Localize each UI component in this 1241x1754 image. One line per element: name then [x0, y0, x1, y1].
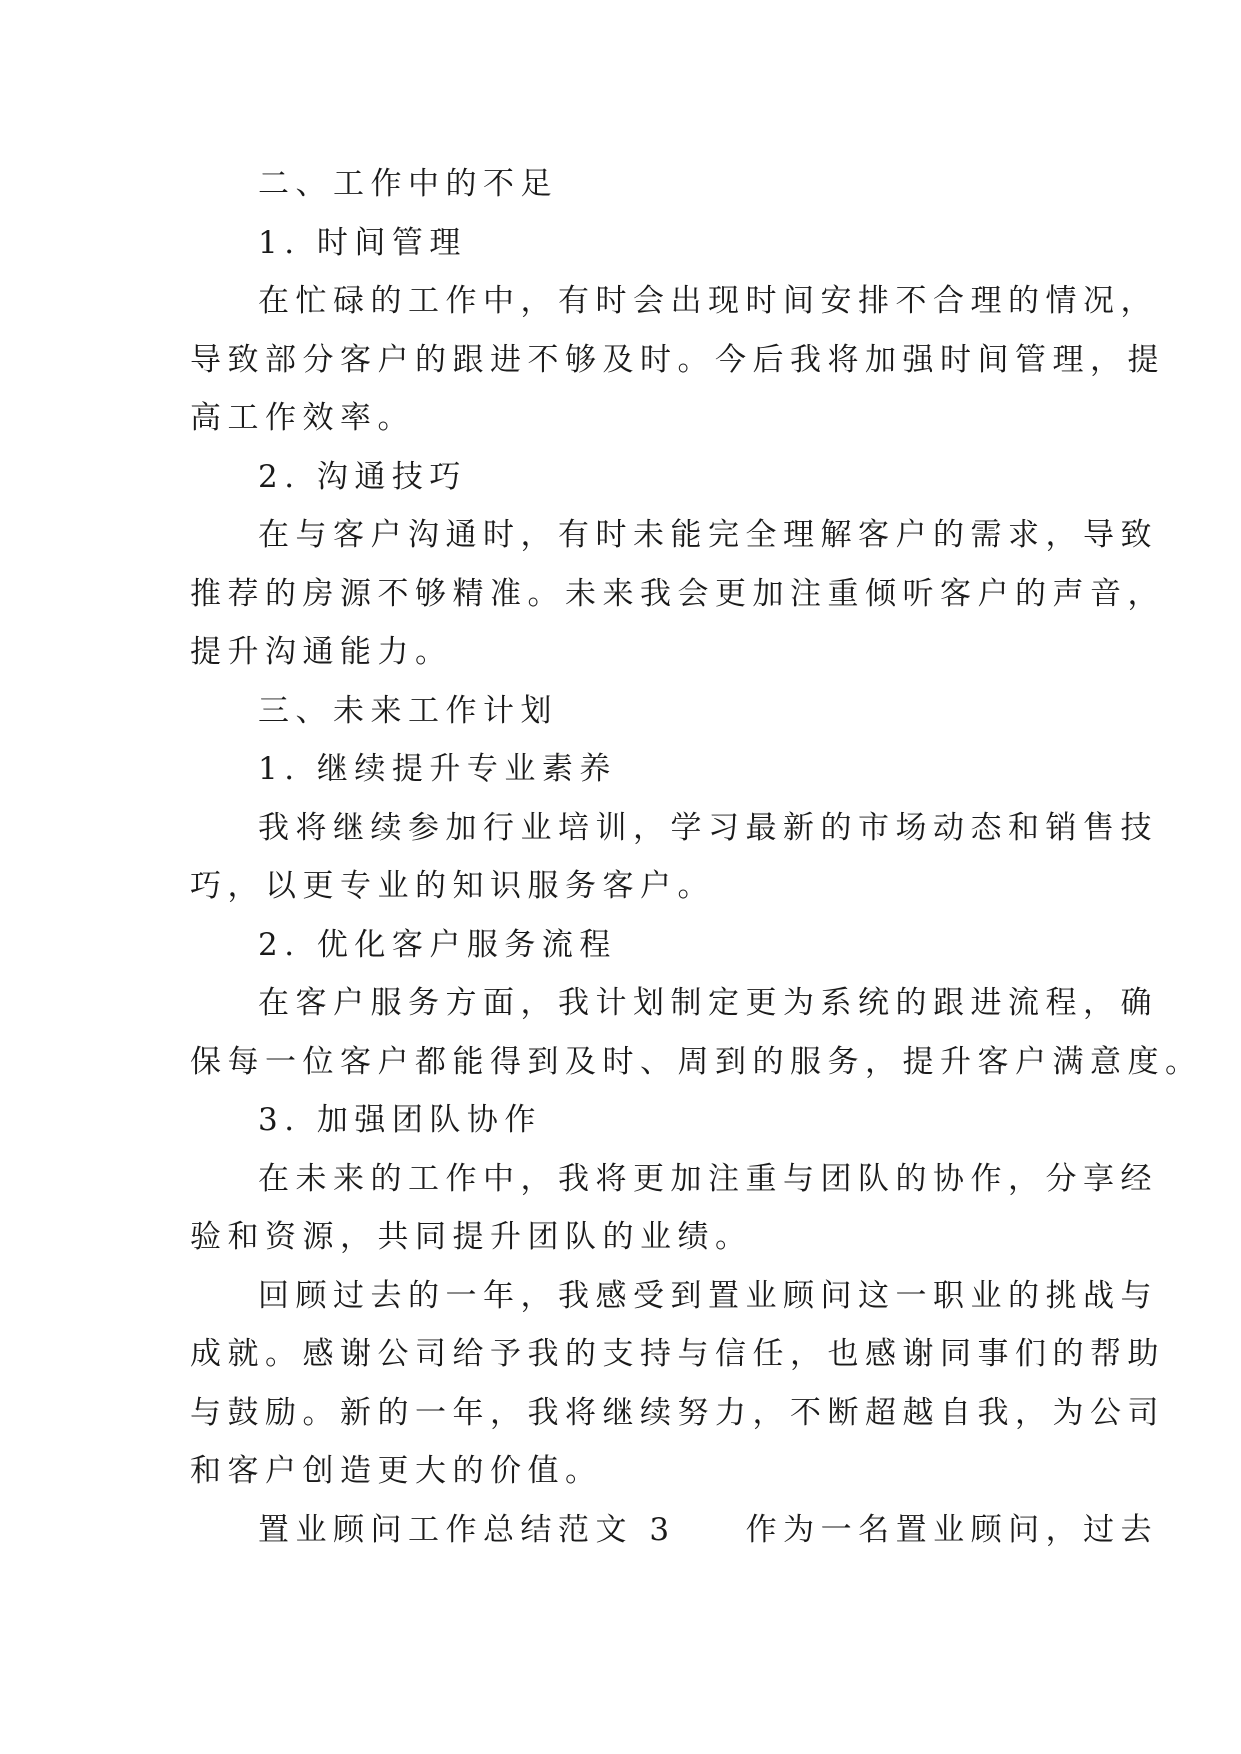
- subheading-time-management: 1. 时间管理: [258, 224, 467, 261]
- paragraph-line: 在客户服务方面，我计划制定更为系统的跟进流程，确: [258, 985, 1158, 1021]
- subheading-professional: 1. 继续提升专业素养: [258, 751, 617, 787]
- paragraph-line: 巧，以更专业的知识服务客户。: [190, 868, 715, 904]
- section-heading-shortcomings: 二、工作中的不足: [258, 166, 558, 202]
- paragraph-line: 和客户创造更大的价值。: [190, 1453, 603, 1489]
- paragraph-line: 在未来的工作中，我将更加注重与团队的协作，分享经: [258, 1160, 1158, 1197]
- subheading-service-process: 2. 优化客户服务流程: [258, 926, 617, 963]
- section-heading-future-plan: 三、未来工作计划: [258, 692, 558, 729]
- paragraph-line: 提升沟通能力。: [190, 634, 453, 670]
- paragraph-line: 在忙碌的工作中，有时会出现时间安排不合理的情况，: [258, 283, 1158, 319]
- last-line: [190, 1501, 1159, 1560]
- paragraph-line: 我将继续参加行业培训，学习最新的市场动态和销售技: [258, 809, 1158, 846]
- paragraph-line: 高工作效率。: [190, 400, 415, 436]
- document-body: [190, 155, 1203, 1559]
- paragraph-line: 导致部分客户的跟进不够及时。今后我将加强时间管理，提: [190, 341, 1165, 378]
- paragraph-line: 保每一位客户都能得到及时、周到的服务，提升客户满意度。: [190, 1043, 1203, 1080]
- example-title: 置业顾问工作总结范文 3: [258, 1511, 676, 1548]
- paragraph-line: 推荐的房源不够精准。未来我会更加注重倾听客户的声音，: [190, 575, 1165, 612]
- example-opening-text: 作为一名置业顾问，过去: [745, 1511, 1159, 1548]
- subheading-communication: 2. 沟通技巧: [258, 458, 467, 495]
- paragraph-line: 回顾过去的一年，我感受到置业顾问这一职业的挑战与: [258, 1277, 1158, 1314]
- paragraph-line: 与鼓励。新的一年，我将继续努力，不断超越自我，为公司: [190, 1394, 1165, 1431]
- paragraph-line: 验和资源，共同提升团队的业绩。: [190, 1219, 753, 1255]
- paragraph-line: 成就。感谢公司给予我的支持与信任，也感谢同事们的帮助: [190, 1336, 1165, 1372]
- paragraph-line: 在与客户沟通时，有时未能完全理解客户的需求，导致: [258, 517, 1158, 553]
- subheading-teamwork: 3. 加强团队协作: [258, 1102, 542, 1138]
